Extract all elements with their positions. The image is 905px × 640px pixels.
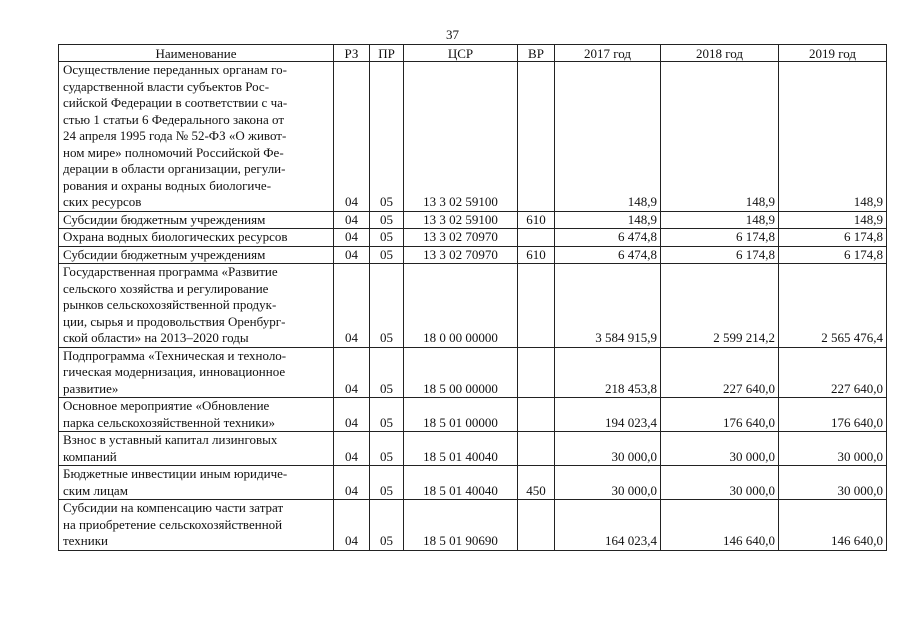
row-rz-cell: 04 bbox=[334, 264, 370, 348]
table-row bbox=[59, 211, 887, 229]
row-rz-cell: 04 bbox=[334, 229, 370, 247]
column-header-pr: ПР bbox=[370, 45, 404, 62]
row-csr-cell: 18 5 01 00000 bbox=[404, 398, 518, 432]
row-name-line: Подпрограмма «Техническая и техноло- bbox=[63, 347, 287, 363]
row-2019-cell: 30 000,0 bbox=[779, 432, 887, 466]
row-name-cell bbox=[59, 398, 334, 432]
table-header-row bbox=[59, 45, 887, 62]
row-name-cell bbox=[59, 229, 334, 247]
row-name-line: Субсидии бюджетным учреждениям bbox=[63, 246, 266, 262]
row-name-line: рования и охраны водных биологиче- bbox=[63, 177, 272, 193]
row-2017-cell: 164 023,4 bbox=[555, 500, 661, 551]
row-vr-cell bbox=[518, 500, 555, 551]
table-row bbox=[59, 398, 887, 432]
row-name-line: Государственная программа «Развитие bbox=[63, 264, 278, 279]
row-name-line: ских ресурсов bbox=[63, 194, 142, 209]
row-csr-cell: 18 0 00 00000 bbox=[404, 264, 518, 348]
row-pr-cell: 05 bbox=[370, 62, 404, 212]
column-header-2017: 2017 год bbox=[555, 45, 661, 62]
budget-table bbox=[58, 44, 887, 551]
table-row bbox=[59, 264, 887, 348]
row-name-line: дерации в области организации, регули- bbox=[63, 161, 286, 176]
row-2019-cell: 176 640,0 bbox=[779, 398, 887, 432]
row-2018-cell: 148,9 bbox=[661, 211, 779, 229]
row-name-line: рынков сельскохозяйственной продук- bbox=[63, 297, 277, 312]
table-row bbox=[59, 62, 887, 212]
row-name-line: стью 1 статьи 6 Федерального закона от bbox=[63, 111, 285, 127]
row-rz-cell: 04 bbox=[334, 347, 370, 398]
row-pr-cell: 05 bbox=[370, 500, 404, 551]
row-2019-cell: 148,9 bbox=[779, 62, 887, 212]
row-2019-cell: 6 174,8 bbox=[779, 229, 887, 247]
row-rz-cell: 04 bbox=[334, 62, 370, 212]
row-2017-cell: 30 000,0 bbox=[555, 432, 661, 466]
row-name-line: 24 апреля 1995 года № 52-ФЗ «О живот- bbox=[63, 128, 287, 143]
row-2018-cell: 148,9 bbox=[661, 62, 779, 212]
row-2018-cell: 30 000,0 bbox=[661, 432, 779, 466]
row-vr-cell bbox=[518, 229, 555, 247]
row-name-cell bbox=[59, 211, 334, 229]
table-row bbox=[59, 229, 887, 247]
row-csr-cell: 13 3 02 70970 bbox=[404, 246, 518, 264]
row-2018-cell: 6 174,8 bbox=[661, 229, 779, 247]
column-header-2018: 2018 год bbox=[661, 45, 779, 62]
row-rz-cell: 04 bbox=[334, 432, 370, 466]
column-header-csr: ЦСР bbox=[404, 45, 518, 62]
row-2019-cell: 30 000,0 bbox=[779, 466, 887, 500]
row-2017-cell: 194 023,4 bbox=[555, 398, 661, 432]
row-csr-cell: 18 5 01 90690 bbox=[404, 500, 518, 551]
column-header-rz: РЗ bbox=[334, 45, 370, 62]
row-vr-cell bbox=[518, 398, 555, 432]
row-name-line: Осуществление переданных органам го- bbox=[63, 62, 287, 77]
row-pr-cell: 05 bbox=[370, 347, 404, 398]
table-row bbox=[59, 347, 887, 398]
row-2017-cell: 148,9 bbox=[555, 62, 661, 212]
row-2018-cell: 227 640,0 bbox=[661, 347, 779, 398]
row-name-line: парка сельскохозяйственной техники» bbox=[63, 414, 276, 430]
row-name-line: техники bbox=[63, 533, 108, 548]
row-2017-cell: 3 584 915,9 bbox=[555, 264, 661, 348]
row-name-cell bbox=[59, 500, 334, 551]
table-body bbox=[59, 62, 887, 551]
row-pr-cell: 05 bbox=[370, 264, 404, 348]
row-2019-cell: 6 174,8 bbox=[779, 246, 887, 264]
row-name-line: ном мире» полномочий Российской Фе- bbox=[63, 144, 284, 160]
row-2018-cell: 146 640,0 bbox=[661, 500, 779, 551]
row-name-cell bbox=[59, 466, 334, 500]
row-name-line: развитие» bbox=[63, 380, 119, 396]
table-row bbox=[59, 246, 887, 264]
row-pr-cell: 05 bbox=[370, 466, 404, 500]
row-rz-cell: 04 bbox=[334, 466, 370, 500]
row-name-line: Охрана водных биологических ресурсов bbox=[63, 229, 288, 244]
row-name-line: сударственной власти субъектов Рос- bbox=[63, 78, 270, 94]
row-csr-cell: 13 3 02 59100 bbox=[404, 62, 518, 212]
row-2017-cell: 6 474,8 bbox=[555, 246, 661, 264]
row-2018-cell: 176 640,0 bbox=[661, 398, 779, 432]
row-rz-cell: 04 bbox=[334, 211, 370, 229]
row-vr-cell: 450 bbox=[518, 466, 555, 500]
row-rz-cell: 04 bbox=[334, 398, 370, 432]
column-header-vr: ВР bbox=[518, 45, 555, 62]
table-row bbox=[59, 466, 887, 500]
row-2017-cell: 218 453,8 bbox=[555, 347, 661, 398]
row-2019-cell: 2 565 476,4 bbox=[779, 264, 887, 348]
row-vr-cell bbox=[518, 347, 555, 398]
row-csr-cell: 13 3 02 59100 bbox=[404, 211, 518, 229]
row-name-line: Взнос в уставный капитал лизинговых bbox=[63, 432, 278, 447]
row-name-line: ским лицам bbox=[63, 482, 128, 498]
row-name-cell bbox=[59, 432, 334, 466]
page-number: 37 bbox=[446, 27, 459, 42]
row-csr-cell: 18 5 01 40040 bbox=[404, 466, 518, 500]
row-name-line: на приобретение сельскохозяйственной bbox=[63, 516, 283, 532]
row-2019-cell: 146 640,0 bbox=[779, 500, 887, 551]
column-header-name: Наименование bbox=[59, 45, 334, 62]
row-pr-cell: 05 bbox=[370, 432, 404, 466]
row-csr-cell: 13 3 02 70970 bbox=[404, 229, 518, 247]
row-rz-cell: 04 bbox=[334, 246, 370, 264]
row-2019-cell: 227 640,0 bbox=[779, 347, 887, 398]
row-vr-cell: 610 bbox=[518, 211, 555, 229]
row-vr-cell bbox=[518, 264, 555, 348]
table-row bbox=[59, 432, 887, 466]
row-2017-cell: 30 000,0 bbox=[555, 466, 661, 500]
row-name-line: гическая модернизация, инновационное bbox=[63, 364, 286, 379]
row-name-line: компаний bbox=[63, 448, 117, 464]
row-2019-cell: 148,9 bbox=[779, 211, 887, 229]
row-csr-cell: 18 5 00 00000 bbox=[404, 347, 518, 398]
table-row bbox=[59, 500, 887, 551]
row-name-line: Бюджетные инвестиции иным юридиче- bbox=[63, 466, 288, 481]
row-pr-cell: 05 bbox=[370, 398, 404, 432]
row-name-cell bbox=[59, 347, 334, 398]
row-name-line: ской области» на 2013–2020 годы bbox=[63, 330, 249, 345]
row-2018-cell: 6 174,8 bbox=[661, 246, 779, 264]
row-name-line: Субсидии бюджетным учреждениям bbox=[63, 211, 266, 227]
row-2017-cell: 6 474,8 bbox=[555, 229, 661, 247]
row-2017-cell: 148,9 bbox=[555, 211, 661, 229]
row-csr-cell: 18 5 01 40040 bbox=[404, 432, 518, 466]
row-vr-cell: 610 bbox=[518, 246, 555, 264]
row-name-cell bbox=[59, 246, 334, 264]
row-name-line: Основное мероприятие «Обновление bbox=[63, 398, 270, 413]
row-name-cell bbox=[59, 62, 334, 212]
column-header-2019: 2019 год bbox=[779, 45, 887, 62]
row-2018-cell: 2 599 214,2 bbox=[661, 264, 779, 348]
row-name-line: сийской Федерации в соответствии с ча- bbox=[63, 95, 288, 110]
row-name-line: сельского хозяйства и регулирование bbox=[63, 280, 269, 296]
row-name-line: ции, сырья и продовольствия Оренбург- bbox=[63, 313, 286, 329]
row-name-cell bbox=[59, 264, 334, 348]
row-pr-cell: 05 bbox=[370, 246, 404, 264]
row-2018-cell: 30 000,0 bbox=[661, 466, 779, 500]
row-vr-cell bbox=[518, 432, 555, 466]
row-rz-cell: 04 bbox=[334, 500, 370, 551]
row-pr-cell: 05 bbox=[370, 229, 404, 247]
row-name-line: Субсидии на компенсацию части затрат bbox=[63, 500, 284, 515]
row-vr-cell bbox=[518, 62, 555, 212]
row-pr-cell: 05 bbox=[370, 211, 404, 229]
